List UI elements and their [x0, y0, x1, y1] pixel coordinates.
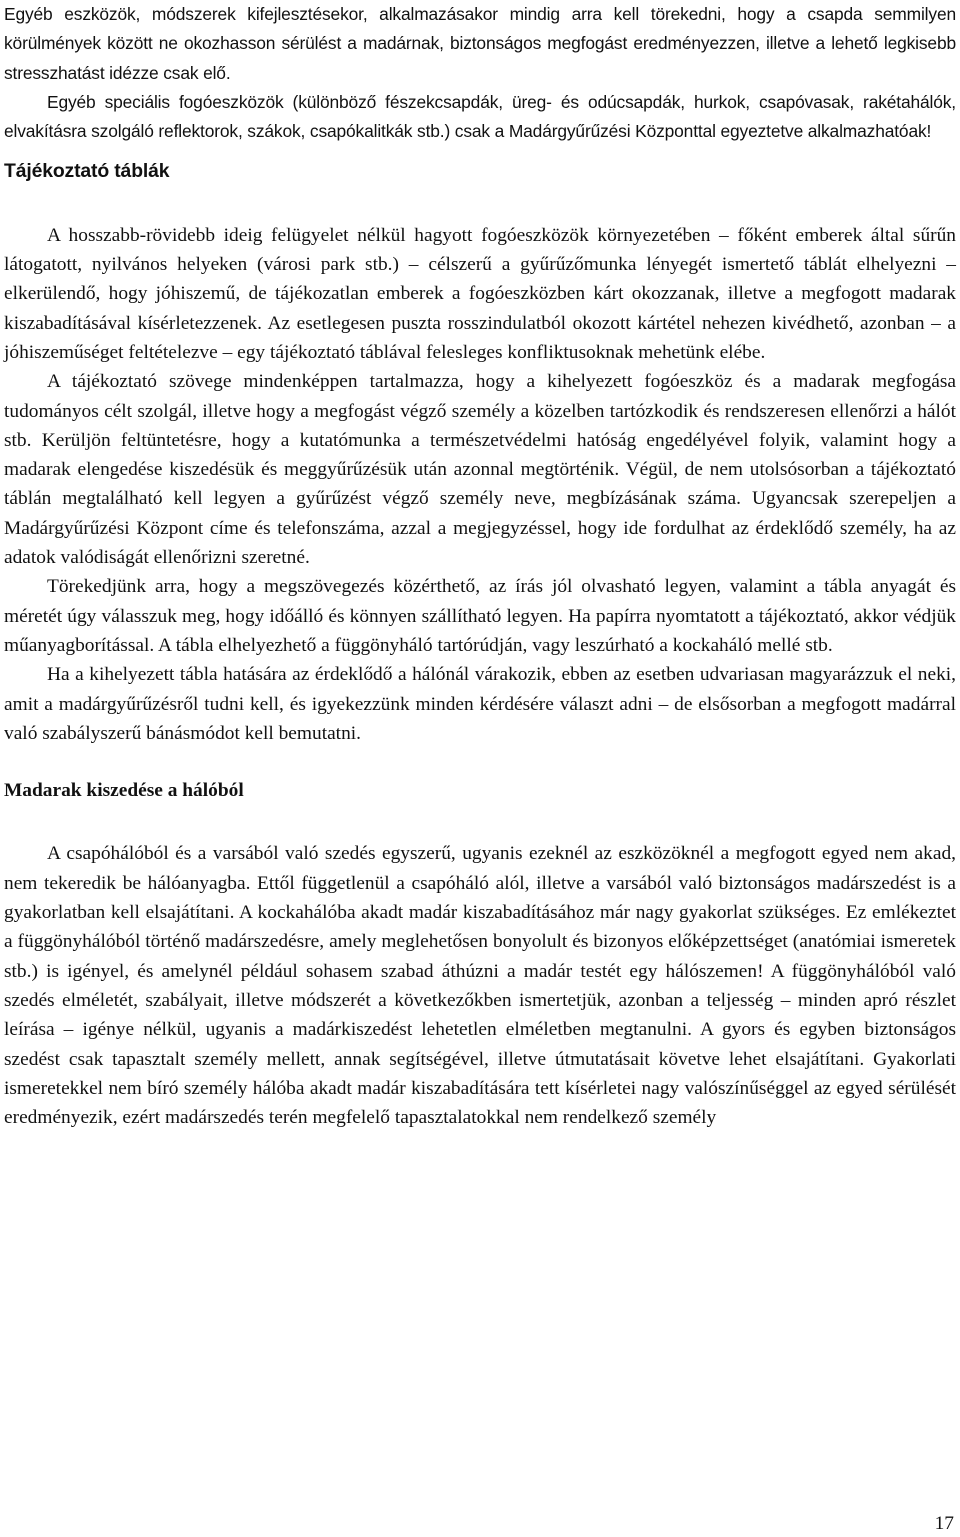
heading-bird-removal: Madarak kiszedése a hálóból: [4, 780, 244, 802]
paragraph-net-removal: A csapóhálóból és a varsából való szedés egyszerű, ugyanis ezeknél az eszközöknél a megfogott egyed nem akad, nem tekeredik be hálóanyagba. Ettől függetlenül a csapóháló alól, illetve a varsából való biztonságos madárszedést is a gyakorlatban kell elsajátítani. A kockahálóba akadt madár kiszabadításához már nagy gyakorlat szükséges. Ez emlékeztet a függönyhálóból történő madárszedésre, amely meglehetősen bonyolult és bizonyos előképzettséget (anatómiai ismeretek stb.) is igényel, és amelynél például sohasem szabad áthúzni a madár testét egy hálószemen! A függönyhálóból való szedés elméletét, szabályait, illetve módszerét a következőkben ismertetjük, azonban a teljesség – minden apró részlet leírása – igénye nélkül, ugyanis a madárkiszedést lehetetlen elméletben megtanulni. A gyors és egyben biztonságos szedést csak tapasztalt személy mellett, annak segítségével, illetve útmutatásait követve lehet elsajátítani. Gyakorlati ismeretekkel nem bíró személy hálóba akadt madár kiszabadítására tett kísérletei nagy valószínűséggel az egyed sérülését eredményezik, ezért madárszedés terén megfelelő tapasztalatokkal nem rendelkező személy: [4, 843, 956, 1129]
heading-information-signs: Tájékoztató táblák: [4, 160, 170, 183]
paragraph-visitor-interaction: Ha a kihelyezett tábla hatására az érdeklődő a hálónál várakozik, ebben az esetben udvariasan magyarázzuk el neki, amit a madárgyűrűzésről tudni kell, és igyekezzünk minden kérdésére választ adni – de elsősorban a megfogott madárral való szabályszerű bánásmódot kell bemutatni.: [4, 664, 956, 744]
paragraph-sign-placement: A hosszabb-rövidebb ideig felügyelet nélkül hagyott fogóeszközök környezetében – főként emberek által sűrűn látogatott, nyilvános helyeken (városi park stb.) – célszerű a gyűrűzőmunka lényegét ismertető táblát elhelyezni – elkerülendő, hogy jóhiszemű, de tájékozatlan emberek a fogóeszközben kárt okozzanak, illetve a megfogott madarak kiszabadításával kísérletezzenek. Az esetlegesen puszta rosszindulatból okozott kártétel nehezen kivédhető, azonban – a jóhiszeműséget feltételezve – egy tájékoztató táblával felesleges konfliktusoknak mehetünk elébe.: [4, 224, 956, 363]
paragraph-special-traps: Egyéb speciális fogóeszközök (különböző fészekcsapdák, üreg- és odúcsapdák, hurkok, csapóvasak, rakétahálók, elvakításra szolgáló reflektorok, szákok, csapókalitkák stb.) csak a Madárgyűrűzési Központtal egyeztetve alkalmazhatóak!: [4, 91, 956, 142]
paragraph-sign-material: Törekedjünk arra, hogy a megszövegezés közérthető, az írás jól olvasható legyen, valamint a tábla anyagát és méretét úgy válasszuk meg, hogy időálló és könnyen szállítható legyen. Ha papírra nyomtatott a tájékoztató, akkor védjük műanyagborítással. A tábla elhelyezhető a függönyháló tartórúdján, vagy leszúrható a kockaháló mellé stb.: [4, 576, 956, 656]
page-number: 17: [934, 1513, 954, 1534]
document-page: [4, 0, 956, 1132]
paragraph-sign-contents: A tájékoztató szövege mindenképpen tartalmazza, hogy a kihelyezett fogóeszköz és a madarak megfogása tudományos célt szolgál, illetve hogy a megfogást végző személy a közelben tartózkodik és rendszeresen ellenőrzi a hálót stb. Kerüljön feltüntetésre, hogy a kutatómunka a természetvédelmi hatóság engedélyével folyik, valamint hogy a madarak elengedése kiszedésük és meggyűrűzésük után azonnal megtörténik. Végül, de nem utolsósorban a tájékoztató táblán megtalálható kell legyen a gyűrűzést végző személy neve, megbízásának száma. Ugyancsak szerepeljen a Madárgyűrűzési Központ címe és telefonszáma, azzal a megjegyzéssel, hogy ide fordulhat az érdeklődő személy, ha az adatok valódiságát ellenőrizni szeretné.: [4, 371, 956, 569]
paragraph-tool-development: Egyéb eszközök, módszerek kifejlesztésekor, alkalmazásakor mindig arra kell törekedni, hogy a csapda semmilyen körülmények között ne okozhasson sérülést a madárnak, biztonságos megfogást eredményezzen, illetve a lehető legkisebb stresszhatást idézze csak elő.: [4, 4, 956, 83]
